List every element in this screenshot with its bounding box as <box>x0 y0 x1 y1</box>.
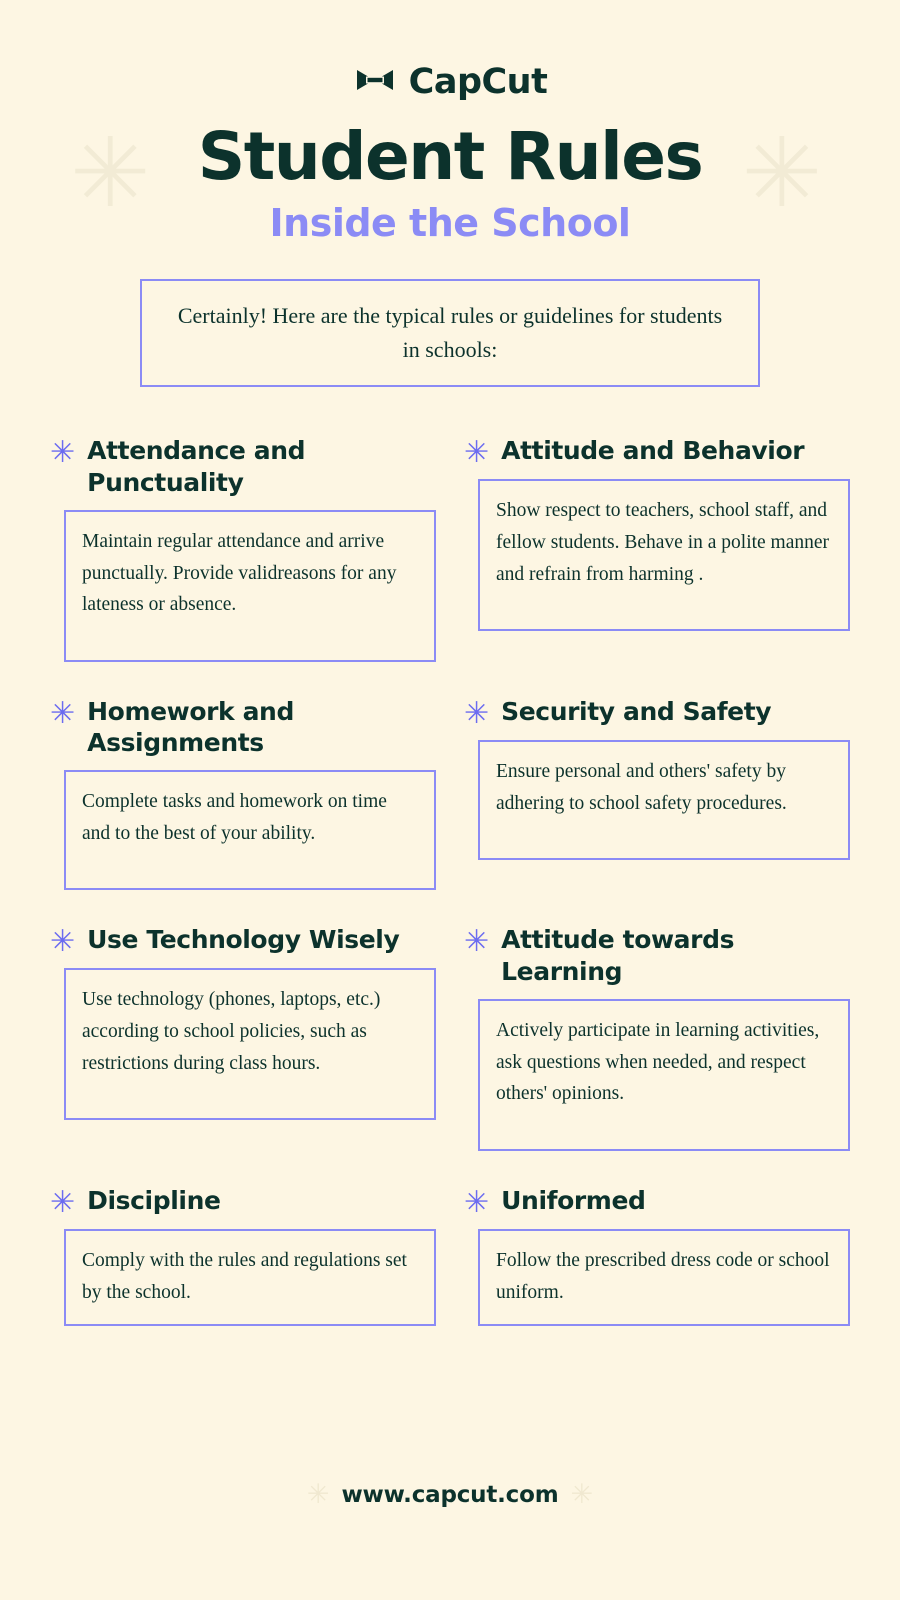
rule-box <box>64 770 436 890</box>
rules-grid <box>50 435 850 1326</box>
asterisk-icon: ✳ <box>50 925 76 959</box>
rule-item <box>464 696 850 891</box>
rule-header <box>50 696 436 759</box>
rule-header <box>464 696 850 728</box>
brand-name: CapCut <box>408 62 548 102</box>
rule-item <box>50 435 436 662</box>
capcut-logo-icon <box>353 65 397 100</box>
asterisk-icon: ✳ <box>50 1185 76 1219</box>
rule-item <box>464 435 850 662</box>
footer <box>0 1481 900 1508</box>
asterisk-icon: ✳ <box>50 696 76 730</box>
rule-header <box>464 435 850 470</box>
rule-header <box>464 924 850 987</box>
asterisk-icon: ✳ <box>464 436 490 470</box>
rule-body: Follow the prescribed dress code or school uniform. <box>496 1249 830 1303</box>
rule-title: Attitude and Behavior <box>501 436 805 466</box>
rule-box <box>478 740 850 860</box>
rule-body: Maintain regular attendance and arrive punctually. Provide validreasons for any lateness or absence. <box>82 530 397 616</box>
rule-box <box>478 1229 850 1326</box>
rule-item <box>464 1185 850 1326</box>
rule-header <box>464 1185 850 1217</box>
asterisk-icon-left: ✳ <box>70 120 151 227</box>
rule-title: Homework and Assignments <box>87 696 294 758</box>
asterisk-icon-footer-left: ✳ <box>306 1479 330 1509</box>
rule-title: Attitude towards Learning <box>501 925 735 986</box>
rule-body: Complete tasks and homework on time and to the best of your ability. <box>82 791 387 845</box>
footer-url[interactable]: www.capcut.com <box>341 1481 559 1508</box>
rule-body: Comply with the rules and regulations set by the school. <box>82 1249 407 1303</box>
rule-body: Actively participate in learning activities, ask questions when needed, and respect others' opinions. <box>496 1019 820 1105</box>
rule-item <box>50 924 436 1151</box>
rule-item <box>464 924 850 1151</box>
rule-body: Show respect to teachers, school staff, and fellow students. Behave in a polite manner and refrain from harming . <box>496 500 830 585</box>
rule-header <box>50 435 436 498</box>
rule-box <box>478 999 850 1151</box>
rule-box <box>64 510 436 662</box>
rule-item <box>50 1185 436 1326</box>
rule-header <box>50 924 436 959</box>
rule-box <box>64 968 436 1120</box>
asterisk-icon: ✳ <box>464 925 490 959</box>
rule-title: Attendance and Punctuality <box>87 436 306 497</box>
rule-body: Use technology (phones, laptops, etc.) according to school policies, such as restrictions during class hours. <box>82 989 381 1074</box>
asterisk-icon: ✳ <box>464 696 490 730</box>
rule-item <box>50 696 436 891</box>
rule-title: Security and Safety <box>501 696 772 726</box>
title-block <box>0 118 900 246</box>
intro-box <box>140 279 760 387</box>
page-title: Student Rules <box>197 118 703 195</box>
asterisk-icon: ✳ <box>50 436 76 470</box>
asterisk-icon-footer-right: ✳ <box>570 1479 594 1509</box>
rule-body: Ensure personal and others' safety by adhering to school safety procedures. <box>496 760 787 814</box>
rule-title: Uniformed <box>501 1185 646 1215</box>
rule-title: Discipline <box>87 1185 221 1215</box>
asterisk-icon-right: ✳ <box>741 120 822 227</box>
intro-text: Certainly! Here are the typical rules or guidelines for students in schools: <box>177 303 723 363</box>
rule-box <box>478 479 850 631</box>
rule-box <box>64 1229 436 1326</box>
asterisk-icon: ✳ <box>464 1185 490 1219</box>
rule-header <box>50 1185 436 1217</box>
rule-title: Use Technology Wisely <box>87 925 400 955</box>
page-subtitle: Inside the School <box>269 201 631 246</box>
brand-header <box>0 0 900 102</box>
